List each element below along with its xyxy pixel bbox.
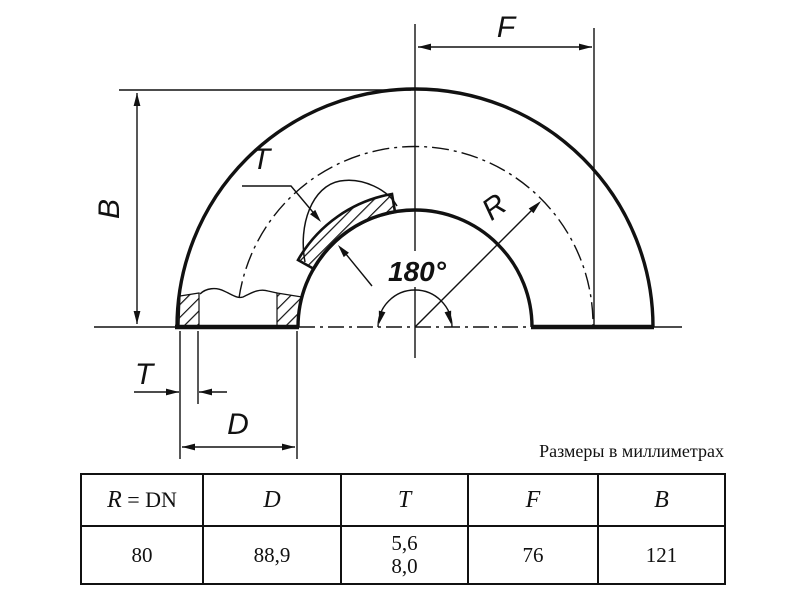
value-b: 121 [598,526,725,584]
arrowheads [134,44,592,451]
f-label: F [496,11,516,44]
value-r-dn: 80 [81,526,203,584]
t-arrow-right [199,389,212,396]
t-arrow-left [166,389,179,396]
header-t: T [341,474,468,526]
left-wall-hatch [179,293,199,327]
value-d: 88,9 [203,526,341,584]
units-note: Размеры в миллиметрах [539,441,724,461]
wall-section-hatch [298,194,395,269]
b-label: B [93,198,126,220]
b-arrow-top [134,93,141,106]
d-arrow-left [182,444,195,451]
value-f: 76 [468,526,598,584]
header-b: B [598,474,725,526]
d-label: D [227,408,249,441]
dimension-lines [119,28,594,459]
table-value-row [81,526,725,584]
break-wavy-line [200,289,277,298]
f-arrow-left [418,44,431,51]
t-section-leader-upper [242,186,317,217]
angle-arrow-left [376,311,386,325]
header-f: F [468,474,598,526]
f-arrow-right [579,44,592,51]
d-arrow-right [282,444,295,451]
t-section-label: T [251,143,271,176]
left-end-section [179,289,302,327]
dimensions-table [80,473,726,585]
header-r-dn: R = DN [81,474,203,526]
angle-arrow-right [445,311,455,325]
right-wall-hatch [277,293,302,327]
b-arrow-bottom [134,311,141,324]
angle-label: 180° [388,256,446,287]
r-label: R [475,187,513,228]
value-t: 5,6 8,0 [341,526,468,584]
t-wall-label: T [134,358,154,391]
header-d: D [203,474,341,526]
table-header-row [81,474,725,526]
